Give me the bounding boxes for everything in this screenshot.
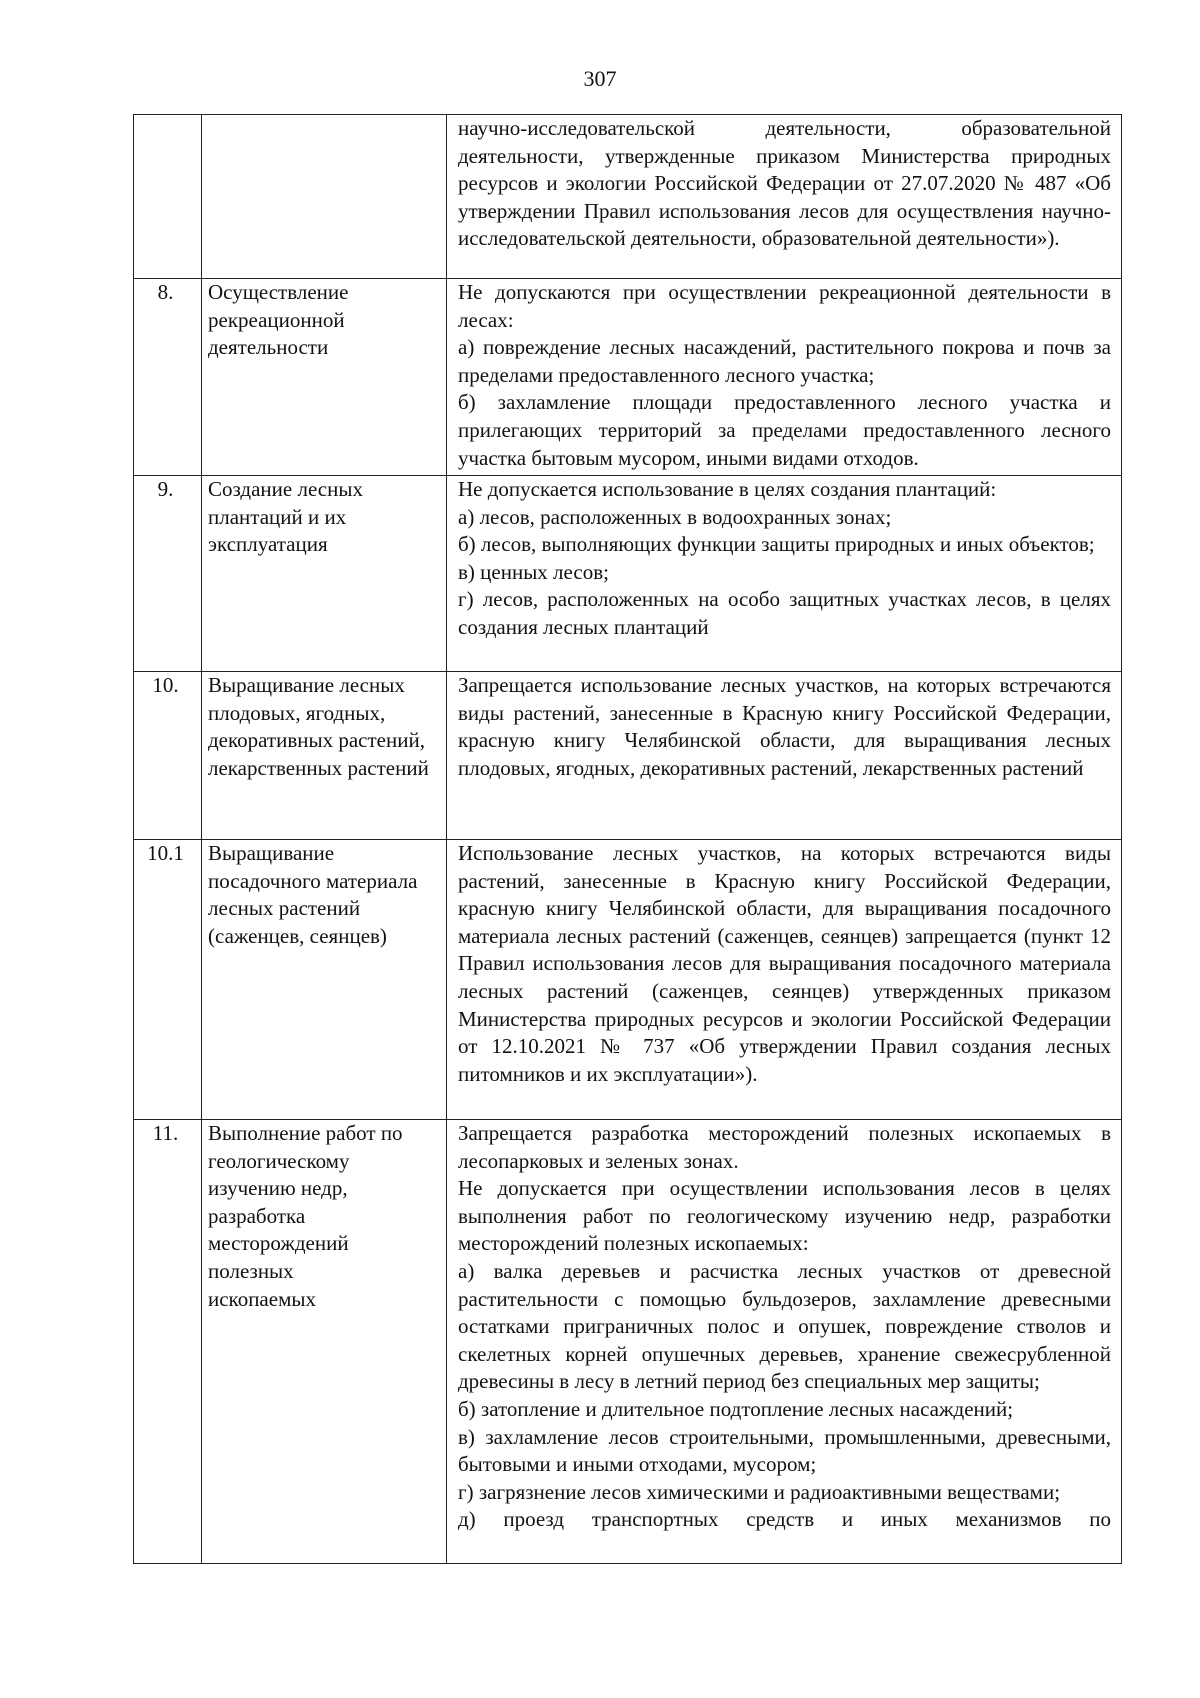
restriction-paragraph: в) захламление лесов строительными, промышленными, древесными, бытовыми и иными отходами, мусором; <box>458 1424 1111 1477</box>
usage-type-cell <box>202 115 447 279</box>
restriction-paragraph: Не допускается использование в целях создания плантаций: <box>458 477 997 501</box>
restrictions-cell <box>447 672 1122 840</box>
row-number-cell <box>134 115 202 279</box>
table-row <box>134 279 1122 476</box>
restriction-paragraph: г) загрязнение лесов химическими и радиоактивными веществами; <box>458 1479 1061 1504</box>
usage-type-cell: Выращивание лесных плодовых, ягодных, декоративных растений, лекарственных растений <box>202 672 447 840</box>
restriction-paragraph: в) ценных лесов; <box>458 559 609 584</box>
row-number-cell: 9. <box>134 476 202 672</box>
restriction-paragraph: а) повреждение лесных насаждений, растительного покрова и почв за пределами предоставленного лесного участка; <box>458 335 1111 387</box>
row-number-cell: 8. <box>134 279 202 476</box>
usage-type-cell: Выполнение работ по геологическому изучению недр, разработка месторождений полезных ископаемых <box>202 1120 447 1564</box>
restriction-paragraph: б) лесов, выполняющих функции защиты природных и иных объектов; <box>458 532 1095 557</box>
restrictions-cell <box>447 1120 1122 1564</box>
restriction-paragraph: а) валка деревьев и расчистка лесных участков от древесной растительности с помощью бульдозеров, захламление древесными остатками приграничных полос и опушек, повреждение стволов и скелетных корней опушечных деревьев, хранение свежесрубленной древесины в лесу в летний период без специальных мер защиты; <box>458 1258 1111 1394</box>
restriction-paragraph: Не допускаются при осуществлении рекреационной деятельности в лесах: <box>458 280 1111 332</box>
restrictions-cell <box>447 115 1122 279</box>
restriction-paragraph: б) захламление площади предоставленного лесного участка и прилегающих территорий за пределами предоставленного лесного участка бытовым мусором, иными видами отходов. <box>458 390 1111 470</box>
row-number-cell: 10. <box>134 672 202 840</box>
usage-type-cell: Осуществление рекреационной деятельности <box>202 279 447 476</box>
restriction-paragraph: б) затопление и длительное подтопление лесных насаждений; <box>458 1396 1014 1421</box>
restriction-paragraph: Запрещается разработка месторождений полезных ископаемых в лесопарковых и зеленых зонах. <box>458 1121 1111 1173</box>
restrictions-cell <box>447 476 1122 672</box>
usage-type-cell: Создание лесных плантаций и их эксплуатация <box>202 476 447 672</box>
table-row <box>134 840 1122 1120</box>
row-number-cell: 11. <box>134 1120 202 1564</box>
restriction-paragraph: Использование лесных участков, на которых встречаются виды растений, занесенные в Красную книгу Российской Федерации, красную книгу Челябинской области, для выращивания посадочного материала лесных растений (саженцев, сеянцев) запрещается (пункт 12 Правил использования лесов для выращивания посадочного материала лесных растений (саженцев, сеянцев) утвержденных приказом Министерства природных ресурсов и экологии Российской Федерации от 12.10.2021 № 737 «Об утверждении Правил создания лесных питомников и их эксплуатации»). <box>458 841 1111 1086</box>
restriction-paragraph: а) лесов, расположенных в водоохранных зонах; <box>458 504 892 529</box>
restrictions-cell <box>447 840 1122 1120</box>
restriction-paragraph: д) проезд транспортных средств и иных механизмов по <box>458 1507 1111 1532</box>
table-row <box>134 476 1122 672</box>
restrictions-cell <box>447 279 1122 476</box>
page-number: 307 <box>583 66 617 91</box>
table-row <box>134 115 1122 279</box>
table-row <box>134 672 1122 840</box>
restriction-paragraph: Запрещается использование лесных участков, на которых встречаются виды растений, занесенные в Красную книгу Российской Федерации, красную книгу Челябинской области, для выращивания лесных плодовых, ягодных, декоративных растений, лекарственных растений <box>458 673 1111 780</box>
table-row <box>134 1120 1122 1564</box>
regulations-table <box>133 114 1122 1564</box>
restriction-paragraph: г) лесов, расположенных на особо защитных участках лесов, в целях создания лесных плантаций <box>458 587 1111 639</box>
restriction-paragraph: научно-исследовательской деятельности, образовательной деятельности, утвержденные приказом Министерства природных ресурсов и экологии Российской Федерации от 27.07.2020 № 487 «Об утверждении Правил использования лесов для осуществления научно-исследовательской деятельности, образовательной деятельности»). <box>458 116 1111 251</box>
row-number-cell: 10.1 <box>134 840 202 1120</box>
usage-type-cell: Выращивание посадочного материала лесных растений (саженцев, сеянцев) <box>202 840 447 1120</box>
restriction-paragraph: Не допускается при осуществлении использования лесов в целях выполнения работ по геологическому изучению недр, разработки месторождений полезных ископаемых: <box>458 1176 1111 1256</box>
